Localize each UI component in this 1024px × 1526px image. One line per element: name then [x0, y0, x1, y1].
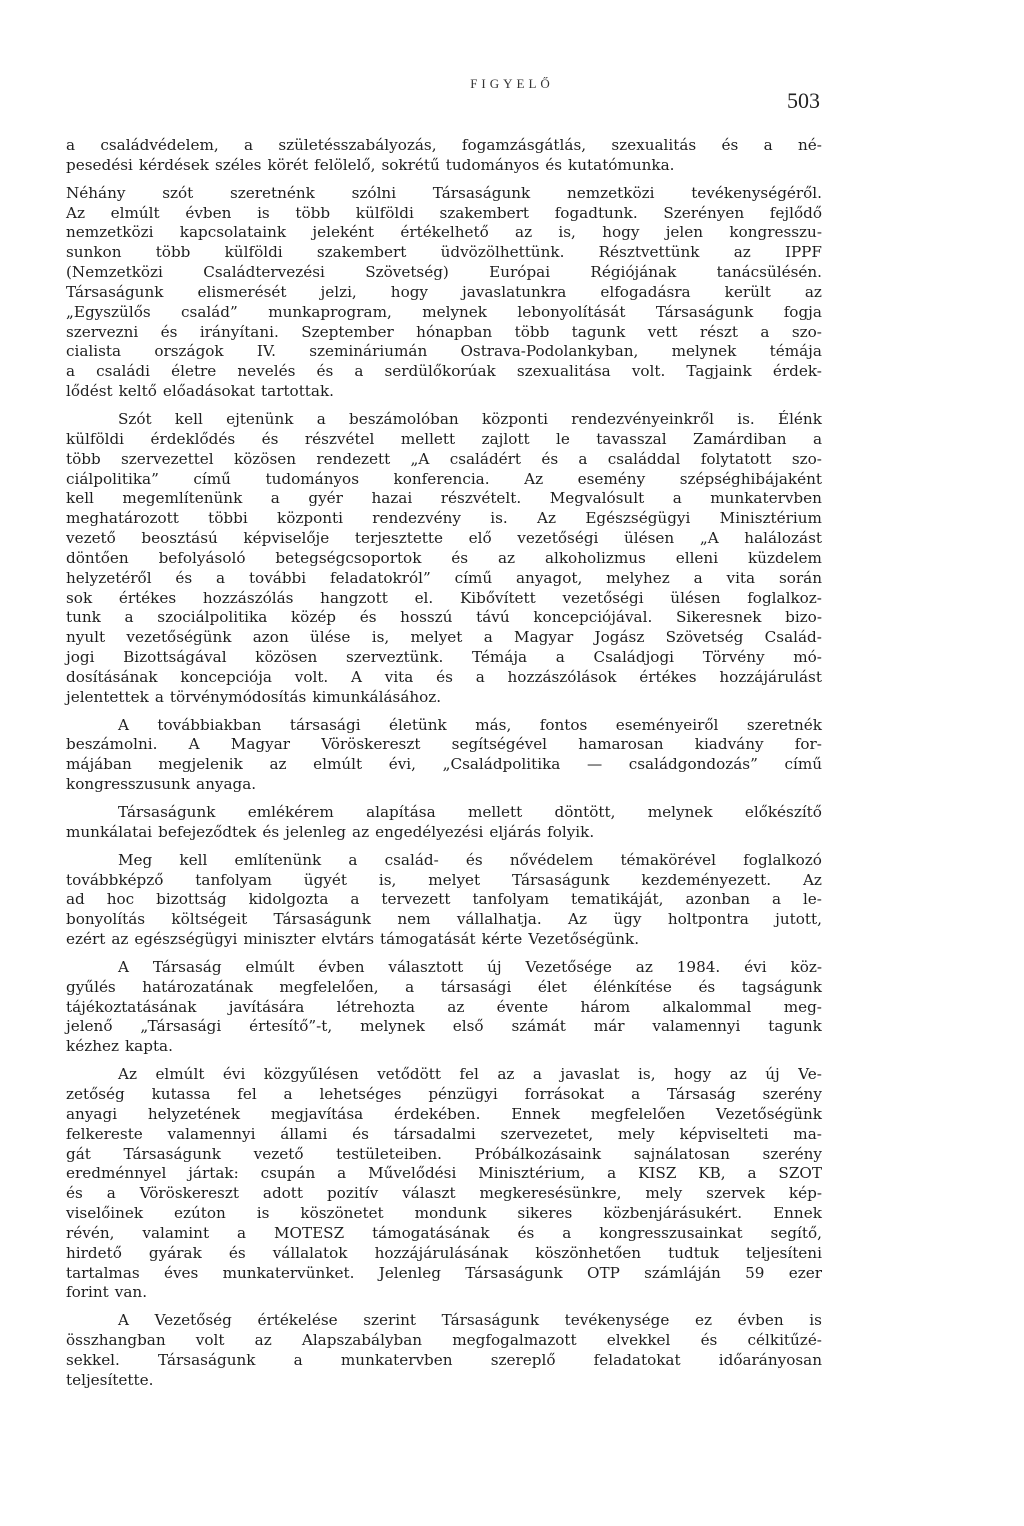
text-line: pesedési kérdések széles körét felölelő, sokrétű tudományos és kutatómunka. [66, 155, 675, 174]
text-line: forint van. [66, 1283, 148, 1302]
text-line: anyagi helyzetének megjavítása érdekében. Ennek megfelelően Vezetőségünk [66, 1104, 822, 1123]
text-line: Az elmúlt évben is több külföldi szakembert fogadtunk. Szerényen fejlődő [66, 203, 822, 222]
text-line: tunk a szociálpolitika közép és hosszú távú koncepciójával. Sikeresnek bizo- [66, 608, 822, 627]
text-line: Társaságunk emlékérem alapítása mellett döntött, melynek előkészítő [118, 803, 822, 821]
text-line: A továbbiakban társasági életünk más, fontos eseményeiről szeretnék [118, 715, 822, 734]
text-line: dosításának koncepciója volt. A vita és a hozzászólások értékes hozzájárulást [66, 667, 822, 686]
text-line: gyűlés határozatának megfelelően, a társasági élet élénkítése és tagságunk [66, 977, 822, 996]
text-line: kongresszusunk anyaga. [66, 775, 257, 794]
text-line: a családi életre nevelés és a serdülőkorúak szexualitása volt. Tagjaink érdek- [66, 362, 822, 381]
text-line: A Társaság elmúlt évben választott új Vezetősége az 1984. évi köz- [118, 957, 822, 976]
text-line: májában megjelenik az elmúlt évi, „Családpolitika — családgondozás” című [66, 755, 822, 774]
paragraph [66, 1065, 822, 1303]
text-line: Szót kell ejtenünk a beszámolóban központi rendezvényeinkről is. Élénk [118, 409, 822, 428]
text-line: beszámolni. A Magyar Vöröskereszt segítségével hamarosan kiadvány for- [66, 735, 822, 754]
paragraph [66, 851, 822, 950]
text-line: hirdető gyárak és vállalatok hozzájárulásának köszönhetően tudtuk teljesíteni [66, 1243, 822, 1262]
text-line: sok értékes hozzászólás hangzott el. Kibővített vezetőségi ülésen foglalkoz- [66, 588, 822, 607]
text-line: jelenő „Társasági értesítő”-t, melynek első számát már valamennyi tagunk [66, 1017, 822, 1036]
paragraph [66, 136, 822, 176]
text-line: továbbképző tanfolyam ügyét is, melyet Társaságunk kezdeményezett. Az [66, 870, 822, 889]
text-line: döntően befolyásoló betegségcsoportok és az alkoholizmus elleni küzdelem [66, 548, 822, 567]
text-line: ezért az egészségügyi miniszter elvtárs támogatását kérte Vezetőségünk. [66, 930, 640, 949]
paragraph [66, 1311, 822, 1390]
text-line: a családvédelem, a születésszabályozás, fogamzásgátlás, szexualitás és a né- [66, 136, 822, 154]
text-line: Meg kell említenünk a család- és nővédelem témakörével foglalkozó [118, 850, 822, 869]
text-line: jelentettek a törvénymódosítás kimunkálásához. [66, 687, 442, 706]
text-line: sunkon több külföldi szakembert üdvözölhettünk. Résztvettünk az IPPF [66, 243, 822, 262]
paragraph [66, 958, 822, 1057]
page-number: 503 [787, 88, 820, 113]
running-title: FIGYELŐ [470, 76, 554, 91]
text-line: tájékoztatásának javítására létrehozta az évente három alkalommal meg- [66, 997, 822, 1016]
text-line: lődést keltő előadásokat tartottak. [66, 382, 334, 401]
text-line: révén, valamint a MOTESZ támogatásának és a kongresszusainkat segítő, [66, 1223, 822, 1242]
text-line: nyult vezetőségünk azon ülése is, melyet a Magyar Jogász Szövetség Család- [66, 628, 822, 647]
text-line: sekkel. Társaságunk a munkatervben szereplő feladatokat időarányosan [66, 1350, 822, 1369]
text-line: tartalmas éves munkatervünket. Jelenleg Társaságunk OTP számláján 59 ezer [66, 1263, 822, 1282]
text-line: A Vezetőség értékelése szerint Társaságunk tevékenysége ez évben is [118, 1311, 822, 1330]
text-line: kézhez kapta. [66, 1037, 173, 1056]
text-line: Társaságunk elismerését jelzi, hogy javaslatunkra elfogadásra került az [66, 282, 822, 301]
text-line: viselőinek ezúton is köszönetet mondunk sikeres közbenjárásukért. Ennek [66, 1204, 822, 1223]
text-line: nemzetközi kapcsolataink jeleként értékelhető az is, hogy jelen kongresszu- [66, 223, 822, 242]
text-line: Az elmúlt évi közgyűlésen vetődött fel az a javaslat is, hogy az új Ve- [118, 1065, 822, 1084]
text-line: bonyolítás költségeit Társaságunk nem vállalhatja. Az ügy holtpontra jutott, [66, 910, 822, 929]
text-line: meghatározott többi központi rendezvény is. Az Egészségügyi Minisztérium [66, 509, 822, 528]
text-line: zetőség kutassa fel a lehetséges pénzügyi forrásokat a Társaság szerény [66, 1084, 822, 1103]
text-line: gát Társaságunk vezető testületeiben. Próbálkozásaink sajnálatosan szerény [66, 1144, 822, 1163]
text-line: (Nemzetközi Családtervezési Szövetség) Európai Régiójának tanácsülésén. [66, 263, 822, 282]
text-line: munkálatai befejeződtek és jelenleg az engedélyezési eljárás folyik. [66, 822, 595, 841]
text-line: teljesítette. [66, 1370, 154, 1389]
paragraph [66, 803, 822, 843]
text-line: és a Vöröskereszt adott pozitív választ megkeresésünkre, mely szervek kép- [66, 1184, 822, 1203]
text-line: kell megemlítenünk a gyér hazai részvételt. Megvalósult a munkatervben [66, 489, 822, 508]
paragraph [66, 716, 822, 795]
text-line: szervezni és irányítani. Szeptember hónapban több tagunk vett részt a szo- [66, 322, 822, 341]
text-line: jogi Bizottságával közösen szerveztünk. Témája a Családjogi Törvény mó- [66, 648, 822, 667]
text-line: eredménnyel jártak: csupán a Művelődési Minisztérium, a KISZ KB, a SZOT [66, 1164, 822, 1183]
text-line: ad hoc bizottság kidolgozta a tervezett tanfolyam tematikáját, azonban a le- [66, 890, 822, 909]
text-line: cialista országok IV. szemináriumán Ostrava-Podolankyban, melynek témája [66, 342, 822, 361]
text-line: ciálpolitika” című tudományos konferencia. Az esemény szépséghibájaként [66, 469, 822, 488]
paragraph [66, 184, 822, 402]
text-line: vezető beosztású képviselője terjesztette elő vezetőségi ülésen „A halálozást [66, 529, 822, 548]
text-line: Néhány szót szeretnénk szólni Társaságunk nemzetközi tevékenységéről. [66, 183, 822, 202]
text-line: külföldi érdeklődés és részvétel mellett zajlott le tavasszal Zamárdiban a [66, 429, 822, 448]
body-text [66, 136, 822, 1399]
text-line: helyzetéről és a további feladatokról” című anyagot, melyhez a vita során [66, 568, 822, 587]
text-line: összhangban volt az Alapszabályban megfogalmazott elvekkel és célkitűzé- [66, 1331, 822, 1350]
text-line: több szervezettel közösen rendezett „A családért és a családdal folytatott szo- [66, 449, 822, 468]
paragraph [66, 410, 822, 708]
text-line: „Egyszülős család” munkaprogram, melynek lebonyolítását Társaságunk fogja [66, 302, 822, 321]
text-line: felkereste valamennyi állami és társadalmi szervezetet, mely képviselteti ma- [66, 1124, 822, 1143]
